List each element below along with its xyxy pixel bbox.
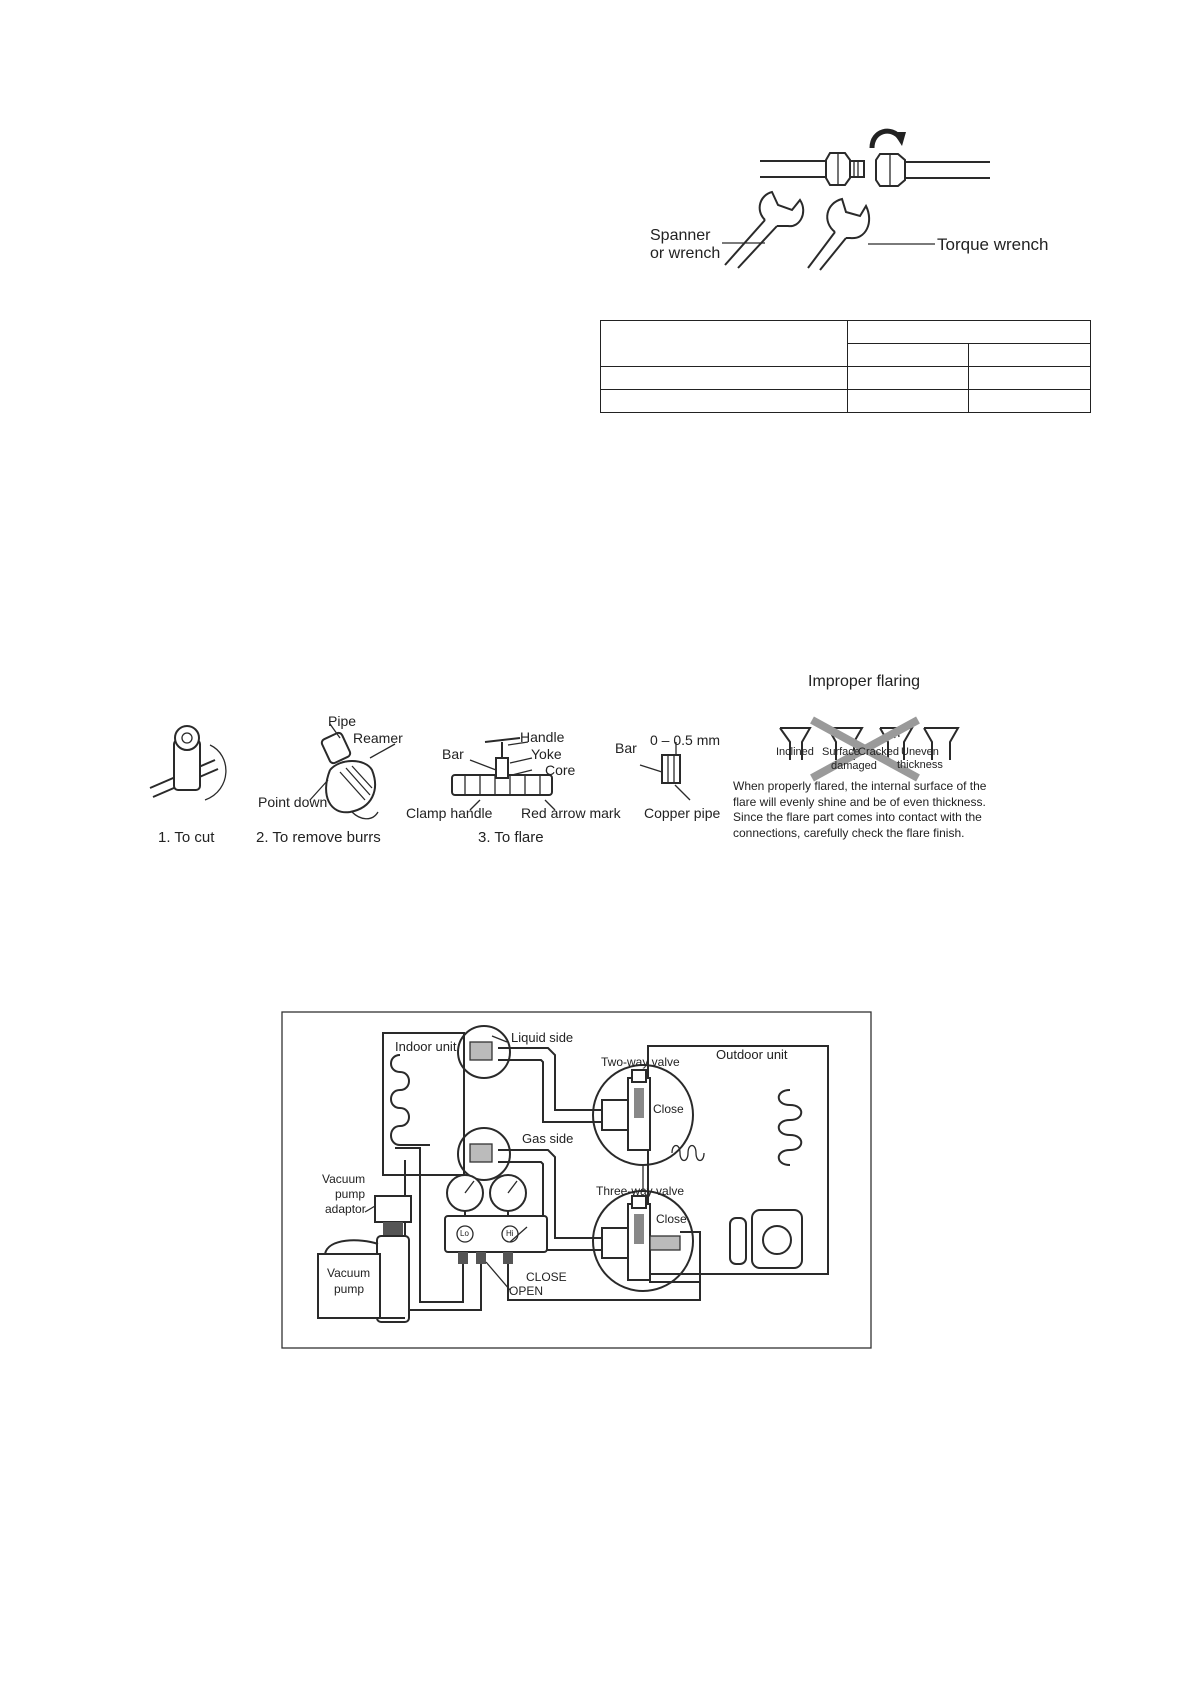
open-caps-label: OPEN <box>509 1284 544 1298</box>
cracked-label: Cracked <box>858 746 899 758</box>
damaged-label: damaged <box>831 760 877 772</box>
handle-label: Handle <box>520 729 565 745</box>
outdoor-unit-label: Outdoor unit <box>716 1047 788 1062</box>
vacuum-pump-adaptor-label-3: adaptor <box>325 1202 366 1216</box>
lo-label: Lo <box>460 1229 469 1238</box>
reamer-label: Reamer <box>353 730 403 746</box>
uneven-label: Uneven <box>901 746 939 758</box>
surface-label: Surface <box>822 746 860 758</box>
spanner-label-line1: Spanner <box>650 227 711 244</box>
core-label: Core <box>545 762 576 778</box>
close-caps-label: CLOSE <box>526 1270 567 1284</box>
clamp-handle-label: Clamp handle <box>406 805 493 821</box>
point-down-label: Point down <box>258 794 328 810</box>
step-3-label: 3. To flare <box>478 829 544 846</box>
liquid-side-label: Liquid side <box>511 1030 574 1045</box>
thickness-label: thickness <box>897 759 943 771</box>
indoor-unit-label: Indoor unit <box>395 1039 457 1054</box>
vacuum-pump-label-2: pump <box>334 1282 365 1296</box>
flare-note: When properly flared, the internal surface of the flare will evenly shine and be of even thickness. Since the flare part comes into contact with the connections, carefully check the flare finish. <box>733 779 987 840</box>
three-way-valve-label: Three-way valve <box>596 1184 685 1198</box>
gas-side-label: Gas side <box>522 1131 574 1146</box>
dimension-label: 0 – 0.5 mm <box>650 732 721 748</box>
two-way-valve-label: Two-way valve <box>601 1055 680 1069</box>
close-label-1: Close <box>653 1102 684 1116</box>
improper-flaring-title: Improper flaring <box>808 673 921 690</box>
hi-label: Hi <box>506 1229 514 1238</box>
vacuum-pump-adaptor-label-2: pump <box>335 1187 366 1201</box>
torque-wrench-label: Torque wrench <box>937 235 1049 254</box>
vacuum-pump-label-1: Vacuum <box>327 1266 371 1280</box>
yoke-label: Yoke <box>531 746 562 762</box>
vacuum-pump-adaptor-label-1: Vacuum <box>322 1172 366 1186</box>
inclined-label: Inclined <box>776 746 814 758</box>
bar-label: Bar <box>442 746 464 762</box>
step-1-label: 1. To cut <box>158 829 215 846</box>
close-label-2: Close <box>656 1212 687 1226</box>
pipe-label: Pipe <box>328 713 357 729</box>
bar-label-2: Bar <box>615 740 637 756</box>
copper-pipe-label: Copper pipe <box>644 805 721 821</box>
red-arrow-mark-label: Red arrow mark <box>521 805 621 821</box>
spanner-label-line2: or wrench <box>650 245 721 262</box>
step-2-label: 2. To remove burrs <box>256 829 381 846</box>
